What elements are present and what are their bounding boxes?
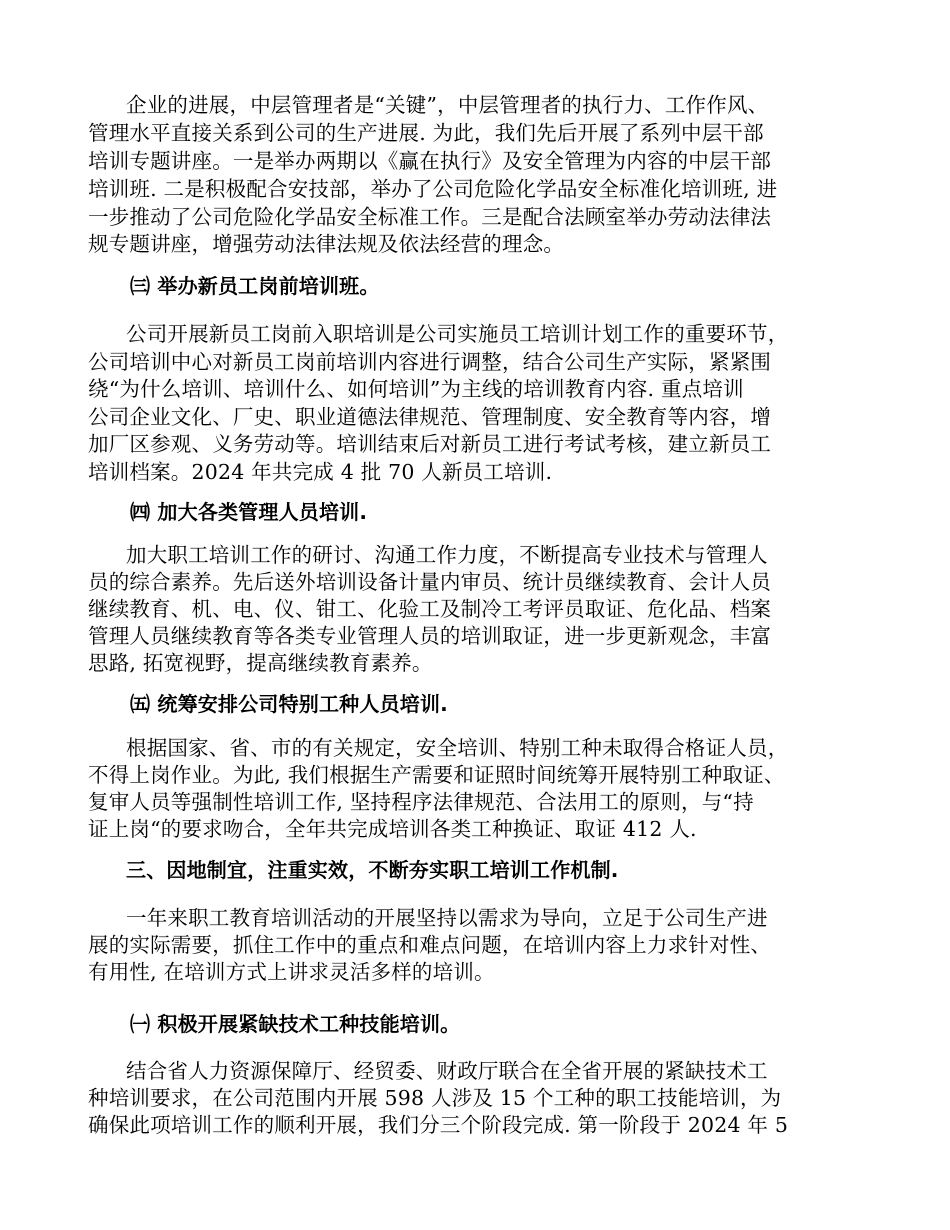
paragraph-line: 企业的进展，中层管理者是“关键”，中层管理者的执行力、工作作风、 xyxy=(126,93,769,117)
paragraph-line: 公司培训中心对新员工岗前培训内容进行调整，结合公司生产实际，紧紧围 xyxy=(88,350,772,374)
paragraph-line: 培训班. 二是积极配合安技部，举办了公司危险化学品安全标准化培训班, 进 xyxy=(88,177,778,201)
paragraph-line: 培训专题讲座。一是举办两期以《赢在执行》及安全管理为内容的中层干部 xyxy=(88,149,772,173)
section-heading: ㈤ 统筹安排公司特别工种人员培训. xyxy=(130,692,448,716)
paragraph-line: 复审人员等强制性培训工作, 坚持程序法律规范、合法用工的原则，与“持 xyxy=(88,790,754,814)
paragraph-line: 绕“为什么培训、培训什么、如何培训”为主线的培训教育内容. 重点培训 xyxy=(88,377,744,401)
section-heading: ㈣ 加大各类管理人员培训. xyxy=(130,500,368,524)
paragraph-line: 继续教育、机、电、仪、钳工、化验工及制冷工考评员取证、危化品、档案 xyxy=(88,597,772,621)
section-heading: ㈢ 举办新员工岗前培训班。 xyxy=(130,274,380,298)
paragraph-line: 培训档案。2024 年共完成 4 批 70 人新员工培训. xyxy=(88,460,553,484)
paragraph-line: 思路, 拓宽视野，提高继续教育素养。 xyxy=(88,651,433,675)
paragraph-line: 有用性, 在培训方式上讲求灵活多样的培训。 xyxy=(88,960,495,984)
section-heading: ㈠ 积极开展紧缺技术工种技能培训。 xyxy=(130,1012,461,1036)
paragraph-line: 管理水平直接关系到公司的生产进展. 为此，我们先后开展了系列中层干部 xyxy=(88,121,764,145)
paragraph-line: 公司开展新员工岗前入职培训是公司实施员工培训计划工作的重要环节， xyxy=(126,322,789,346)
section-heading: 三、因地制宜，注重实效，不断夯实职工培训工作机制. xyxy=(126,858,619,882)
paragraph-line: 种培训要求，在公司范围内开展 598 人涉及 15 个工种的职工技能培训，为 xyxy=(88,1086,782,1110)
paragraph-line: 一年来职工教育培训活动的开展坚持以需求为导向，立足于公司生产进 xyxy=(126,906,768,930)
paragraph-line: 公司企业文化、厂史、职业道德法律规范、管理制度、安全教育等内容，增 xyxy=(88,405,772,429)
paragraph-line: 确保此项培训工作的顺利开展，我们分三个阶段完成. 第一阶段于 2024 年 5 xyxy=(88,1113,789,1137)
paragraph-line: 加大职工培训工作的研讨、沟通工作力度，不断提高专业技术与管理人 xyxy=(126,543,768,567)
paragraph-line: 规专题讲座，增强劳动法律法规及依法经营的理念。 xyxy=(88,232,565,256)
paragraph-line: 证上岗“的要求吻合，全年共完成培训各类工种换证、取证 412 人. xyxy=(88,817,697,841)
paragraph-line: 结合省人力资源保障厅、经贸委、财政厅联合在全省开展的紧缺技术工 xyxy=(126,1059,768,1083)
paragraph-line: 展的实际需要，抓住工作中的重点和难点问题，在培训内容上力求针对性、 xyxy=(88,933,772,957)
paragraph-line: 加厂区参观、义务劳动等。培训结束后对新员工进行考试考核，建立新员工 xyxy=(88,432,772,456)
paragraph-line: 根据国家、省、市的有关规定，安全培训、特别工种未取得合格证人员， xyxy=(126,736,789,760)
paragraph-line: 员的综合素养。先后送外培训设备计量内审员、统计员继续教育、会计人员 xyxy=(88,570,772,594)
paragraph-line: 不得上岗作业。为此, 我们根据生产需要和证照时间统筹开展特别工种取证、 xyxy=(88,763,785,787)
paragraph-line: 管理人员继续教育等各类专业管理人员的培训取证，进一步更新观念，丰富 xyxy=(88,624,772,648)
paragraph-line: 一步推动了公司危险化学品安全标准工作。三是配合法顾室举办劳动法律法 xyxy=(88,205,772,229)
